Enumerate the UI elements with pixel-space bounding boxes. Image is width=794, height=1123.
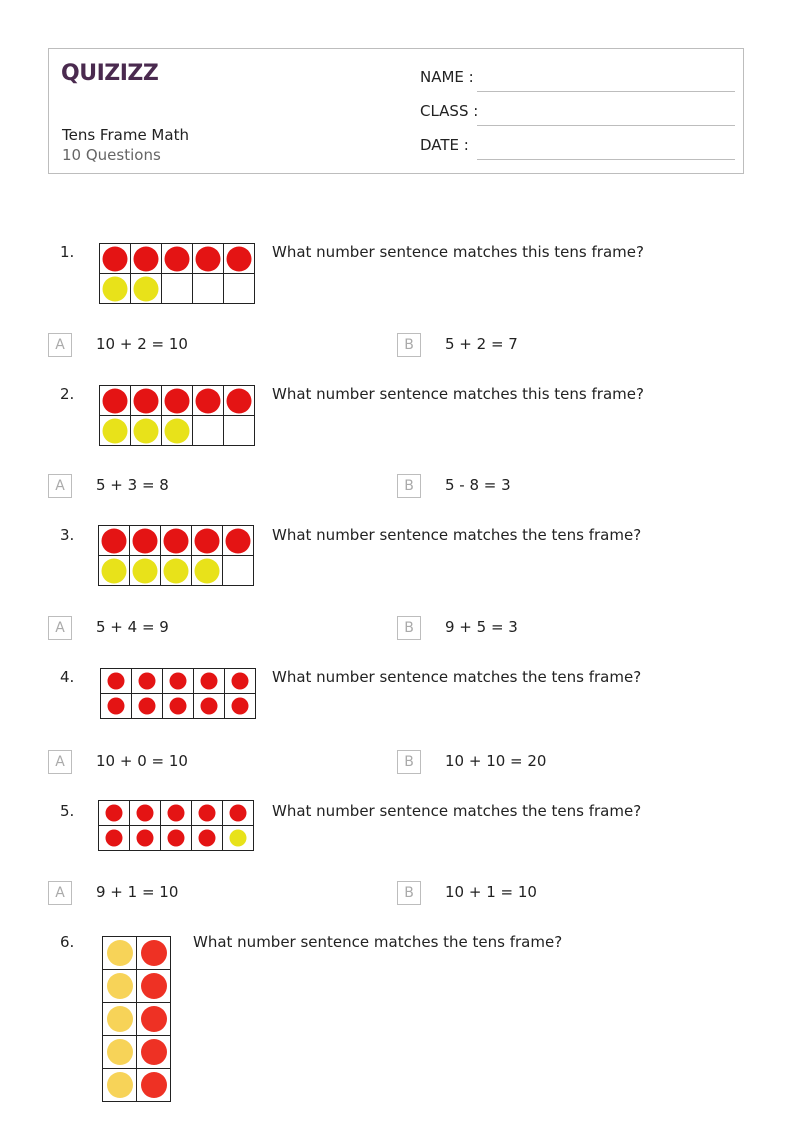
name-label: NAME : [420, 68, 474, 86]
red-counter [141, 1006, 167, 1032]
option-letter: A [48, 881, 72, 905]
question-number: 1. [60, 243, 75, 261]
tens-frame-cell [223, 526, 254, 556]
red-counter [201, 698, 218, 715]
worksheet-title: Tens Frame Math [62, 126, 189, 144]
tens-frame-cell [223, 826, 254, 851]
tens-frame-cell [130, 801, 161, 826]
tens-frame-cell [223, 801, 254, 826]
yellow-counter [107, 1039, 133, 1065]
red-counter [196, 388, 221, 413]
tens-frame-cell [137, 1036, 171, 1069]
red-counter [137, 830, 154, 847]
class-line [477, 125, 735, 126]
tens-frame-cell [193, 244, 224, 274]
red-counter [141, 1039, 167, 1065]
tens-frame-cell [101, 669, 132, 694]
question-number: 3. [60, 526, 75, 544]
question-text: What number sentence matches this tens frame? [272, 385, 644, 403]
yellow-counter [134, 418, 159, 443]
quizizz-logo: QUIZIZZ [61, 61, 159, 86]
red-counter [232, 698, 249, 715]
class-field[interactable] [420, 102, 735, 126]
tens-frame-cell [224, 416, 255, 446]
question-text: What number sentence matches the tens frame? [272, 668, 642, 686]
yellow-counter [107, 973, 133, 999]
yellow-counter [133, 558, 158, 583]
name-field[interactable] [420, 68, 735, 92]
option-letter: B [397, 750, 421, 774]
red-counter [226, 528, 251, 553]
red-counter [141, 940, 167, 966]
tens-frame-cell [99, 526, 130, 556]
red-counter [230, 805, 247, 822]
red-counter [134, 388, 159, 413]
tens-frame-cell [131, 386, 162, 416]
tens-frame-cell [193, 274, 224, 304]
tens-frame [98, 525, 254, 586]
option-text: 9 + 1 = 10 [96, 883, 179, 901]
tens-frame-cell [100, 274, 131, 304]
option-letter: B [397, 616, 421, 640]
red-counter [168, 805, 185, 822]
red-counter [227, 388, 252, 413]
tens-frame-cell [132, 694, 163, 719]
tens-frame-cell [130, 556, 161, 586]
yellow-counter [195, 558, 220, 583]
tens-frame-cell [137, 1003, 171, 1036]
worksheet-header [48, 48, 744, 174]
tens-frame-cell [225, 669, 256, 694]
question-number: 5. [60, 802, 75, 820]
red-counter [102, 528, 127, 553]
tens-frame-cell [224, 274, 255, 304]
tens-frame-cell [223, 556, 254, 586]
tens-frame-cell [194, 669, 225, 694]
red-counter [170, 673, 187, 690]
question-text: What number sentence matches this tens frame? [272, 243, 644, 261]
tens-frame-cell [137, 1069, 171, 1102]
tens-frame-cell [162, 244, 193, 274]
option-text: 10 + 0 = 10 [96, 752, 188, 770]
date-line [477, 159, 735, 160]
question-number: 2. [60, 385, 75, 403]
yellow-counter [230, 830, 247, 847]
yellow-counter [103, 276, 128, 301]
tens-frame-cell [162, 386, 193, 416]
tens-frame-cell [103, 1003, 137, 1036]
red-counter [168, 830, 185, 847]
yellow-counter [107, 1072, 133, 1098]
tens-frame-cell [132, 669, 163, 694]
red-counter [201, 673, 218, 690]
yellow-counter [107, 940, 133, 966]
red-counter [137, 805, 154, 822]
red-counter [165, 388, 190, 413]
tens-frame-cell [101, 694, 132, 719]
red-counter [106, 830, 123, 847]
red-counter [199, 805, 216, 822]
red-counter [141, 1072, 167, 1098]
option-letter: A [48, 616, 72, 640]
question-text: What number sentence matches the tens frame? [272, 802, 642, 820]
tens-frame-cell [163, 669, 194, 694]
yellow-counter [102, 558, 127, 583]
tens-frame-cell [103, 970, 137, 1003]
tens-frame-cell [100, 386, 131, 416]
option-text: 10 + 2 = 10 [96, 335, 188, 353]
tens-frame-cell [192, 556, 223, 586]
name-line [477, 91, 735, 92]
red-counter [103, 246, 128, 271]
tens-frame [100, 668, 256, 719]
option-letter: A [48, 474, 72, 498]
red-counter [103, 388, 128, 413]
red-counter [165, 246, 190, 271]
question-text: What number sentence matches the tens frame? [272, 526, 642, 544]
tens-frame [98, 800, 254, 851]
red-counter [170, 698, 187, 715]
red-counter [199, 830, 216, 847]
tens-frame-cell [162, 416, 193, 446]
option-text: 9 + 5 = 3 [445, 618, 518, 636]
red-counter [164, 528, 189, 553]
question-count: 10 Questions [62, 146, 161, 164]
red-counter [108, 673, 125, 690]
tens-frame-cell [99, 826, 130, 851]
tens-frame-cell [192, 526, 223, 556]
tens-frame-cell [192, 801, 223, 826]
tens-frame-cell [194, 694, 225, 719]
red-counter [139, 698, 156, 715]
question-number: 4. [60, 668, 75, 686]
red-counter [141, 973, 167, 999]
red-counter [227, 246, 252, 271]
tens-frame-cell [99, 556, 130, 586]
yellow-counter [103, 418, 128, 443]
tens-frame [102, 936, 171, 1102]
tens-frame-cell [137, 937, 171, 970]
tens-frame-cell [163, 694, 194, 719]
red-counter [106, 805, 123, 822]
yellow-counter [107, 1006, 133, 1032]
tens-frame [99, 385, 255, 446]
tens-frame-cell [103, 1069, 137, 1102]
option-letter: B [397, 474, 421, 498]
tens-frame-cell [224, 244, 255, 274]
red-counter [196, 246, 221, 271]
tens-frame-cell [130, 826, 161, 851]
tens-frame-cell [130, 526, 161, 556]
yellow-counter [165, 418, 190, 443]
tens-frame-cell [103, 1036, 137, 1069]
option-text: 10 + 1 = 10 [445, 883, 537, 901]
tens-frame-cell [137, 970, 171, 1003]
tens-frame-cell [131, 274, 162, 304]
tens-frame-cell [193, 416, 224, 446]
tens-frame-cell [161, 526, 192, 556]
tens-frame-cell [224, 386, 255, 416]
option-letter: A [48, 750, 72, 774]
tens-frame [99, 243, 255, 304]
tens-frame-cell [161, 801, 192, 826]
option-text: 5 - 8 = 3 [445, 476, 511, 494]
question-text: What number sentence matches the tens frame? [193, 933, 563, 951]
tens-frame-cell [225, 694, 256, 719]
tens-frame-cell [131, 244, 162, 274]
tens-frame-cell [103, 937, 137, 970]
tens-frame-cell [100, 244, 131, 274]
option-letter: B [397, 333, 421, 357]
tens-frame-cell [162, 274, 193, 304]
red-counter [232, 673, 249, 690]
tens-frame-cell [100, 416, 131, 446]
option-text: 5 + 4 = 9 [96, 618, 169, 636]
tens-frame-cell [161, 826, 192, 851]
red-counter [195, 528, 220, 553]
tens-frame-cell [193, 386, 224, 416]
tens-frame-cell [99, 801, 130, 826]
tens-frame-cell [131, 416, 162, 446]
date-label: DATE : [420, 136, 469, 154]
class-label: CLASS : [420, 102, 479, 120]
red-counter [139, 673, 156, 690]
option-letter: B [397, 881, 421, 905]
option-text: 5 + 3 = 8 [96, 476, 169, 494]
red-counter [134, 246, 159, 271]
question-number: 6. [60, 933, 75, 951]
red-counter [133, 528, 158, 553]
yellow-counter [134, 276, 159, 301]
yellow-counter [164, 558, 189, 583]
option-letter: A [48, 333, 72, 357]
tens-frame-cell [161, 556, 192, 586]
red-counter [108, 698, 125, 715]
option-text: 5 + 2 = 7 [445, 335, 518, 353]
option-text: 10 + 10 = 20 [445, 752, 547, 770]
date-field[interactable] [420, 136, 735, 160]
tens-frame-cell [192, 826, 223, 851]
